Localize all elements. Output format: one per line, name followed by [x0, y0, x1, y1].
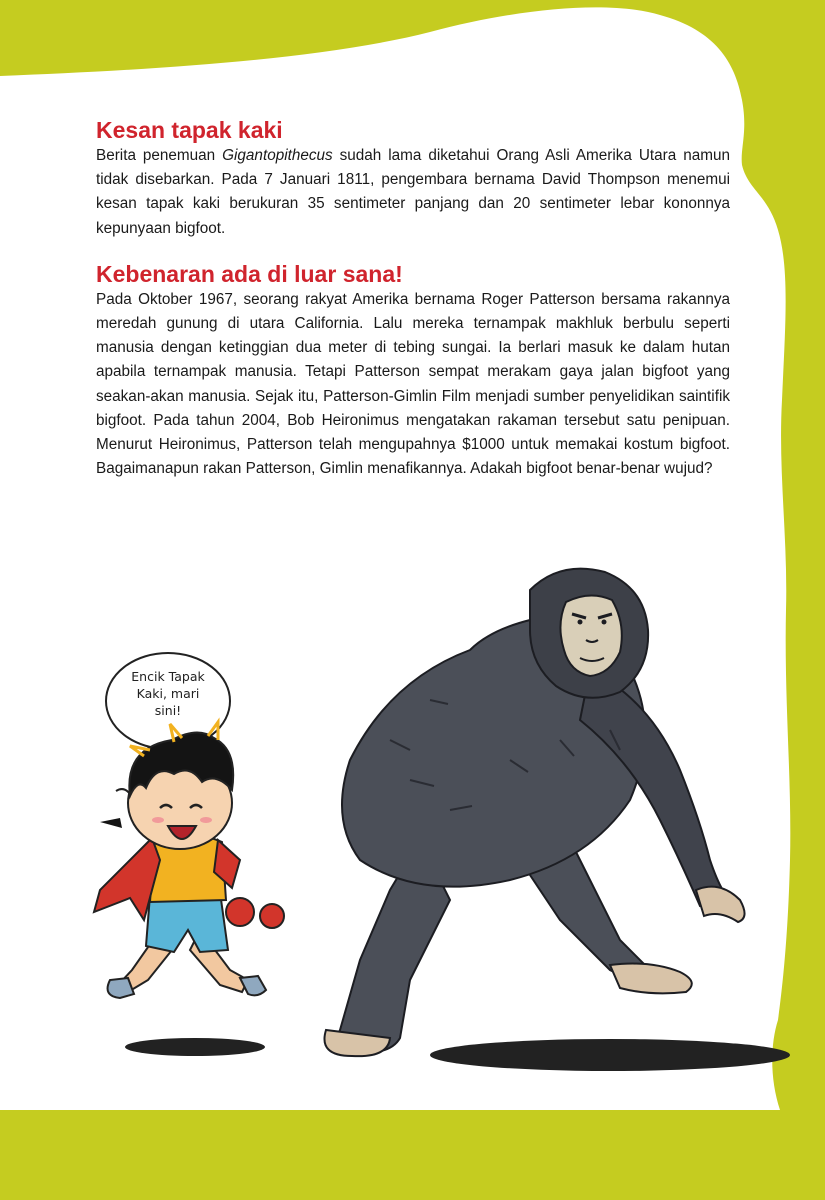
boy-character	[94, 722, 284, 998]
paragraph-text-start: Berita penemuan	[96, 147, 223, 164]
section-paragraph-footprint	[96, 144, 730, 241]
speech-line: Encik Tapak	[131, 669, 205, 684]
comic-illustration	[90, 560, 790, 1080]
speech-line: Kaki, mari	[136, 686, 200, 701]
section-heading-footprint: Kesan tapak kaki	[96, 117, 283, 143]
bigfoot-creature	[324, 569, 744, 1057]
speech-line: sini!	[154, 703, 182, 718]
boy-shadow	[125, 1038, 265, 1056]
section-paragraph-truth: Pada Oktober 1967, seorang rakyat Amerika bernama Roger Patterson bersama rakannya meredah gunung di utara California. Lalu mereka ternampak makhluk berbulu seperti manusia dengan ketinggian dua meter di tebing sungai. Ia berlari masuk ke dalam hutan apabila ternampak manusia. Tetapi Patterson sempat merakam gaya jalan bigfoot yang seakan-akan manusia. Sejak itu, Patterson-Gimlin Film menjadi sumber penyelidikan saintifik bigfoot. Pada tahun 2004, Bob Heironimus mengatakan rakaman tersebut satu penipuan. Menurut Heironimus, Patterson telah mengupahnya $1000 untuk memakai kostum bigfoot. Bagaimanapun rakan Patterson, Gimlin menafikannya. Adakah bigfoot benar-benar wujud?	[96, 290, 730, 478]
italic-term: Gigantopithecus	[222, 147, 333, 164]
text-content	[96, 116, 730, 481]
bigfoot-shadow	[430, 1039, 790, 1071]
section-heading-truth: Kebenaran ada di luar sana!	[96, 260, 403, 287]
speech-bubble-text	[118, 668, 218, 719]
surprise-mark	[116, 789, 130, 794]
paragraph-text-end: sudah lama diketahui Orang Asli Amerika Utara namun tidak disebarkan. Pada 7 Januari 1811, pengembara bernama David Thompson menemui kesan tapak kaki berukuran 35 sentimeter panjang dan 20 sentimeter lebar kononnya kepunyaan bigfoot.	[96, 147, 730, 237]
